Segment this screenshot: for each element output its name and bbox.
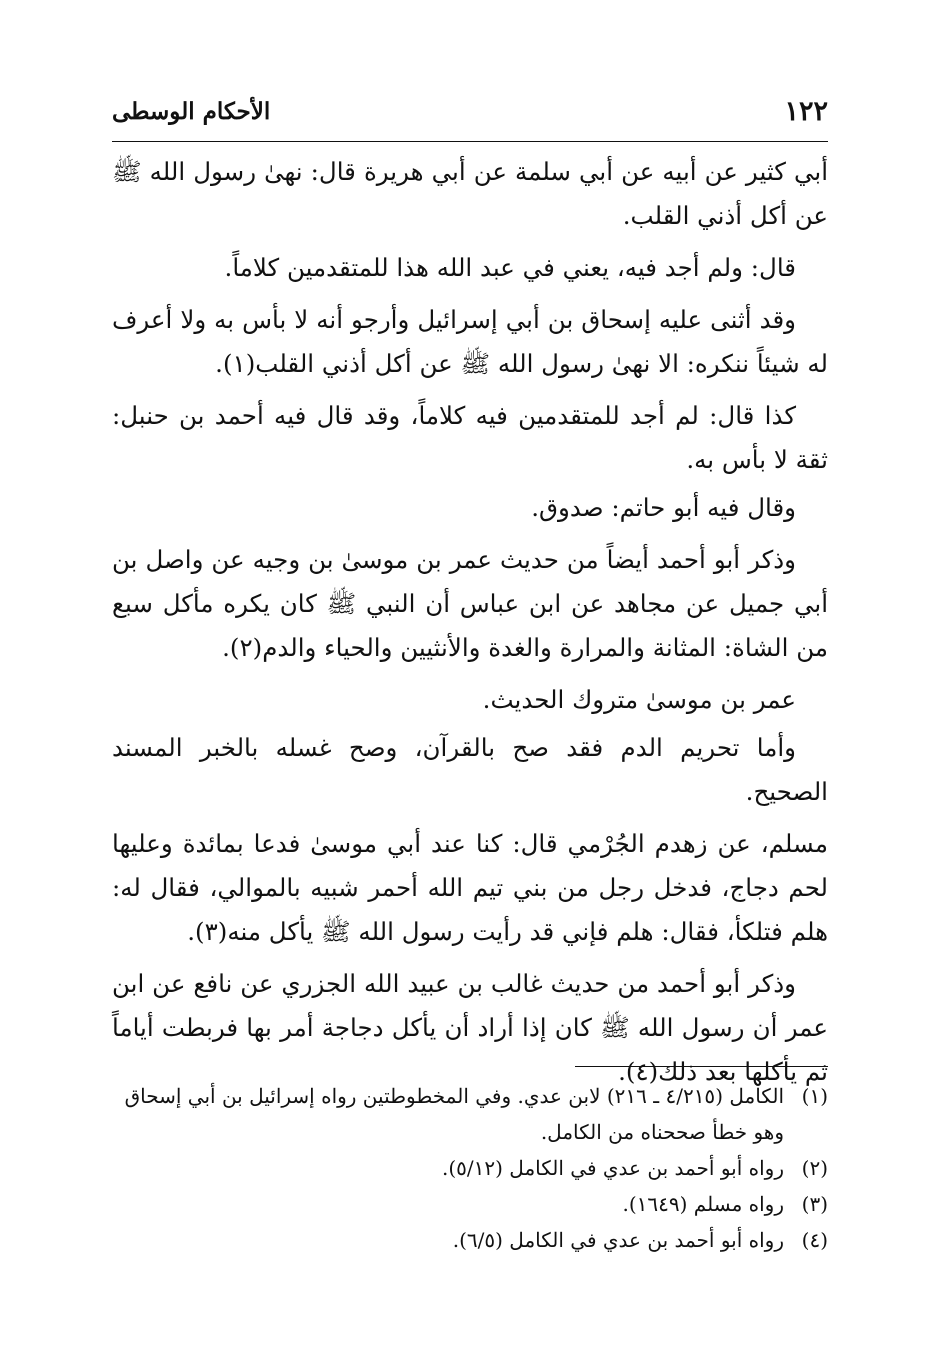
footnote-number: (١) [801, 1084, 828, 1108]
footnote-number: (٤) [801, 1228, 828, 1252]
paragraph: وذكر أبو أحمد من حديث غالب بن عبيد الله الجزري عن نافع عن ابن عمر أن رسول الله ﷺ كان إذا أراد أن يأكل دجاجة أمر بها فربطت أياماً ثم يأكلها بعد ذلك(٤). [112, 969, 828, 1086]
header-divider [112, 141, 828, 142]
footnote-item [112, 1150, 828, 1186]
footnote-item [112, 1222, 828, 1258]
footnote-number: (٢) [801, 1156, 828, 1180]
footnote-text: رواه أبو أحمد بن عدي في الكامل (٥/١٢). [442, 1156, 784, 1180]
paragraph: كذا قال: لم أجد للمتقدمين فيه كلاماً، وقد قال فيه أحمد بن حنبل: ثقة لا بأس به. [112, 401, 828, 474]
paragraph: مسلم، عن زهدم الجُرْمي قال: كنا عند أبي موسىٰ فدعا بمائدة وعليها لحم دجاج، فدخل رجل من بني تيم الله أحمر شبيه بالموالي، فقال له: هلم فتلكأ، فقال: هلم فإني قد رأيت رسول الله ﷺ يأكل منه(٣). [112, 829, 828, 946]
footnote-item [112, 1186, 828, 1222]
footnote-text: رواه أبو أحمد بن عدي في الكامل (٦/٥). [452, 1228, 784, 1252]
footnote-divider [575, 1066, 828, 1067]
page-header [112, 96, 828, 136]
paragraph: أبي كثير عن أبيه عن أبي سلمة عن أبي هريرة قال: نهىٰ رسول الله ﷺ عن أكل أذني القلب. [112, 157, 828, 230]
footnote-text: رواه مسلم (١٦٤٩). [622, 1192, 784, 1216]
paragraph: وقال فيه أبو حاتم: صدوق. [531, 493, 796, 522]
footnote-item [112, 1078, 828, 1150]
paragraph: وقد أثنى عليه إسحاق بن أبي إسرائيل وأرجو أنه لا بأس به ولا أعرف له شيئاً ننكره: الا نهىٰ رسول الله ﷺ عن أكل أذني القلب(١). [112, 305, 828, 378]
page-number: ١٢٢ [784, 96, 828, 127]
main-text [112, 150, 828, 1102]
paragraph: قال: ولم أجد فيه، يعني في عبد الله هذا للمتقدمين كلاماً. [224, 253, 796, 282]
paragraph: وذكر أبو أحمد أيضاً من حديث عمر بن موسىٰ بن وجيه عن واصل بن أبي جميل عن مجاهد عن ابن عباس أن النبي ﷺ كان يكره مأكل سبع من الشاة: المثانة والمرارة والغدة والأنثيين والحياء والدم(٢). [112, 545, 828, 662]
footnotes [112, 1078, 828, 1258]
paragraph: وأما تحريم الدم فقد صح بالقرآن، وصح غسله بالخبر المسند الصحيح. [112, 733, 828, 806]
footnote-text: الكامل (٤/٢١٥ ـ ٢١٦) لابن عدي. وفي المخطوطتين رواه إسرائيل بن أبي إسحاق وهو خطأ صححناه من الكامل. [124, 1084, 784, 1144]
footnote-number: (٣) [801, 1192, 828, 1216]
running-title: الأحكام الوسطى [112, 98, 271, 125]
paragraph: عمر بن موسىٰ متروك الحديث. [482, 685, 796, 714]
